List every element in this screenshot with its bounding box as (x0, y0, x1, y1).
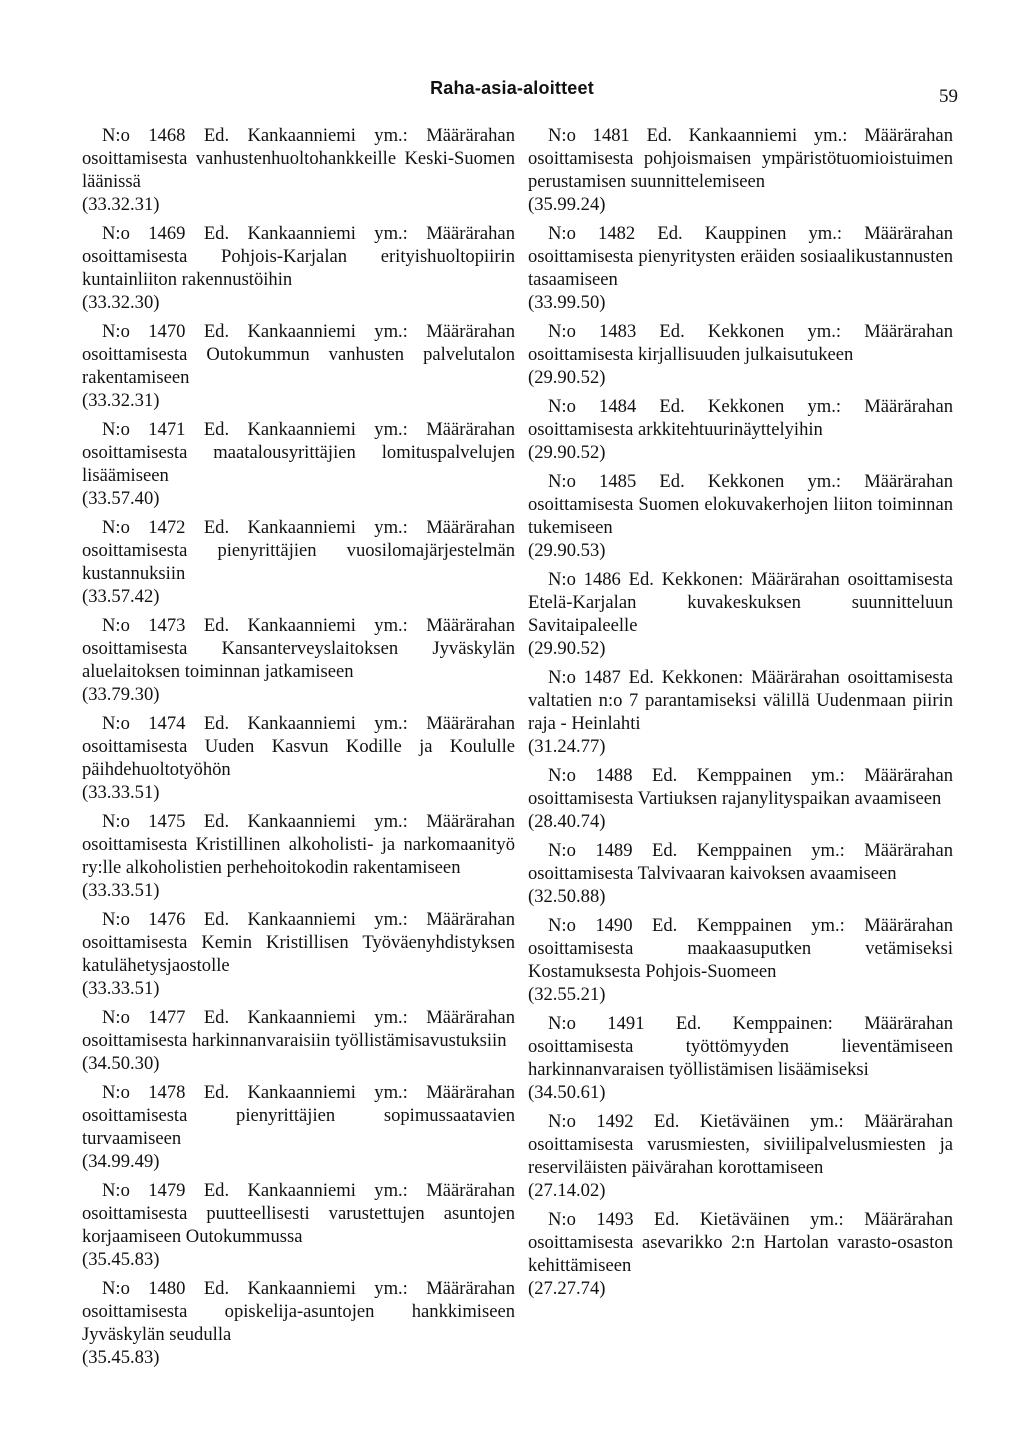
budget-code: (35.99.24) (528, 194, 606, 215)
budget-code: (33.33.51) (82, 782, 160, 803)
entry (82, 1006, 515, 1075)
entry-text: N:o 1486 Ed. Kekkonen: Määrärahan osoittamisesta Etelä-Karjalan kuvakeskuksen suunnitteluun Savitaipaleelle (528, 569, 953, 636)
entry (82, 1277, 515, 1369)
entry (82, 418, 515, 510)
entry (82, 1081, 515, 1173)
entry (82, 516, 515, 608)
entry-text: N:o 1491 Ed. Kemppainen: Määrärahan osoittamisesta työttömyyden lieventämiseen harkinnanvaraisen työllistämisen lisäämiseksi (528, 1013, 953, 1080)
entry-text: N:o 1479 Ed. Kankaanniemi ym.: Määrärahan osoittamisesta puutteellisesti varustettujen asuntojen korjaamiseen Outokummussa (82, 1180, 515, 1247)
budget-code: (33.32.31) (82, 194, 160, 215)
page-header (0, 78, 1024, 108)
entry (528, 568, 953, 660)
entry-text: N:o 1490 Ed. Kemppainen ym.: Määrärahan osoittamisesta maakaasuputken vetämiseksi Kostamuksesta Pohjois-Suomeen (528, 915, 953, 982)
entry (528, 1110, 953, 1202)
running-title: Raha-asia-aloitteet (430, 78, 594, 98)
budget-code: (32.55.21) (528, 984, 606, 1005)
entry (82, 222, 515, 314)
entry (82, 124, 515, 216)
entry-text: N:o 1474 Ed. Kankaanniemi ym.: Määrärahan osoittamisesta Uuden Kasvun Kodille ja Koululle päihdehuoltotyöhön (82, 713, 515, 780)
budget-code: (34.50.30) (82, 1053, 160, 1074)
budget-code: (33.32.31) (82, 390, 160, 411)
right-column (528, 124, 953, 1306)
entry-text: N:o 1482 Ed. Kauppinen ym.: Määrärahan osoittamisesta pienyritysten eräiden sosiaalikustannusten tasaamiseen (528, 223, 953, 290)
entry-text: N:o 1488 Ed. Kemppainen ym.: Määrärahan osoittamisesta Vartiuksen rajanylityspaikan avaamiseen (528, 765, 953, 809)
entry-text: N:o 1485 Ed. Kekkonen ym.: Määrärahan osoittamisesta Suomen elokuvakerhojen liiton toiminnan tukemiseen (528, 471, 953, 538)
page-number: 59 (939, 86, 958, 107)
budget-code: (33.33.51) (82, 978, 160, 999)
entry-text: N:o 1473 Ed. Kankaanniemi ym.: Määrärahan osoittamisesta Kansanterveyslaitoksen Jyväskylän aluelaitoksen toiminnan jatkamiseen (82, 615, 515, 682)
entry-text: N:o 1471 Ed. Kankaanniemi ym.: Määrärahan osoittamisesta maatalousyrittäjien lomituspalvelujen lisäämiseen (82, 419, 515, 486)
budget-code: (28.40.74) (528, 811, 606, 832)
budget-code: (29.90.52) (528, 638, 606, 659)
entry-text: N:o 1480 Ed. Kankaanniemi ym.: Määrärahan osoittamisesta opiskelija-asuntojen hankkimiseen Jyväskylän seudulla (82, 1278, 515, 1345)
budget-code: (29.90.52) (528, 442, 606, 463)
entry-text: N:o 1468 Ed. Kankaanniemi ym.: Määrärahan osoittamisesta vanhustenhuoltohankkeille Keski-Suomen läänissä (82, 125, 515, 192)
budget-code: (33.57.40) (82, 488, 160, 509)
entry (82, 908, 515, 1000)
entry-text: N:o 1470 Ed. Kankaanniemi ym.: Määrärahan osoittamisesta Outokummun vanhusten palvelutalon rakentamiseen (82, 321, 515, 388)
budget-code: (33.32.30) (82, 292, 160, 313)
entry-text: N:o 1478 Ed. Kankaanniemi ym.: Määrärahan osoittamisesta pienyrittäjien sopimussaatavien turvaamiseen (82, 1082, 515, 1149)
entry (528, 764, 953, 833)
budget-code: (29.90.53) (528, 540, 606, 561)
budget-code: (27.14.02) (528, 1180, 606, 1201)
budget-code: (31.24.77) (528, 736, 606, 757)
budget-code: (33.57.42) (82, 586, 160, 607)
entry (82, 1179, 515, 1271)
entry-text: N:o 1481 Ed. Kankaanniemi ym.: Määrärahan osoittamisesta pohjoismaisen ympäristötuomioistuimen perustamisen suunnittelemiseen (528, 125, 953, 192)
entry-text: N:o 1493 Ed. Kietäväinen ym.: Määrärahan osoittamisesta asevarikko 2:n Hartolan varasto-osaston kehittämiseen (528, 1209, 953, 1276)
entry (82, 614, 515, 706)
budget-code: (34.99.49) (82, 1151, 160, 1172)
entry (528, 1012, 953, 1104)
entry (528, 914, 953, 1006)
entry (528, 222, 953, 314)
budget-code: (29.90.52) (528, 367, 606, 388)
entry (528, 395, 953, 464)
budget-code: (34.50.61) (528, 1082, 606, 1103)
entry-text: N:o 1477 Ed. Kankaanniemi ym.: Määrärahan osoittamisesta harkinnanvaraisiin työllistämisavustuksiin (82, 1007, 515, 1051)
entry (528, 124, 953, 216)
budget-code: (33.99.50) (528, 292, 606, 313)
left-column (82, 124, 515, 1375)
entry-text: N:o 1472 Ed. Kankaanniemi ym.: Määrärahan osoittamisesta pienyrittäjien vuosilomajärjestelmän kustannuksiin (82, 517, 515, 584)
entry-text: N:o 1483 Ed. Kekkonen ym.: Määrärahan osoittamisesta kirjallisuuden julkaisutukeen (528, 321, 953, 365)
budget-code: (27.27.74) (528, 1278, 606, 1299)
entry (82, 320, 515, 412)
entry-text: N:o 1492 Ed. Kietäväinen ym.: Määrärahan osoittamisesta varusmiesten, siviilipalvelusmiesten ja reserviläisten päivärahan korottamiseen (528, 1111, 953, 1178)
entry-text: N:o 1469 Ed. Kankaanniemi ym.: Määrärahan osoittamisesta Pohjois-Karjalan erityishuoltopiirin kuntainliiton rakennustöihin (82, 223, 515, 290)
budget-code: (32.50.88) (528, 886, 606, 907)
entry (528, 666, 953, 758)
budget-code: (35.45.83) (82, 1347, 160, 1368)
entry (528, 320, 953, 389)
entry-text: N:o 1489 Ed. Kemppainen ym.: Määrärahan osoittamisesta Talvivaaran kaivoksen avaamiseen (528, 840, 953, 884)
entry-text: N:o 1476 Ed. Kankaanniemi ym.: Määrärahan osoittamisesta Kemin Kristillisen Työväenyhdistyksen katulähetysjaostolle (82, 909, 515, 976)
entry-text: N:o 1487 Ed. Kekkonen: Määrärahan osoittamisesta valtatien n:o 7 parantamiseksi välillä Uudenmaan piirin raja - Heinlahti (528, 667, 953, 734)
budget-code: (33.33.51) (82, 880, 160, 901)
budget-code: (33.79.30) (82, 684, 160, 705)
entry-text: N:o 1484 Ed. Kekkonen ym.: Määrärahan osoittamisesta arkkitehtuurinäyttelyihin (528, 396, 953, 440)
entry-text: N:o 1475 Ed. Kankaanniemi ym.: Määrärahan osoittamisesta Kristillinen alkoholisti- ja narkomaanityö ry:lle alkoholistien perhehoitokodin rakentamiseen (82, 811, 515, 878)
budget-code: (35.45.83) (82, 1249, 160, 1270)
entry (528, 470, 953, 562)
entry (82, 810, 515, 902)
entry (82, 712, 515, 804)
entry (528, 839, 953, 908)
entry (528, 1208, 953, 1300)
